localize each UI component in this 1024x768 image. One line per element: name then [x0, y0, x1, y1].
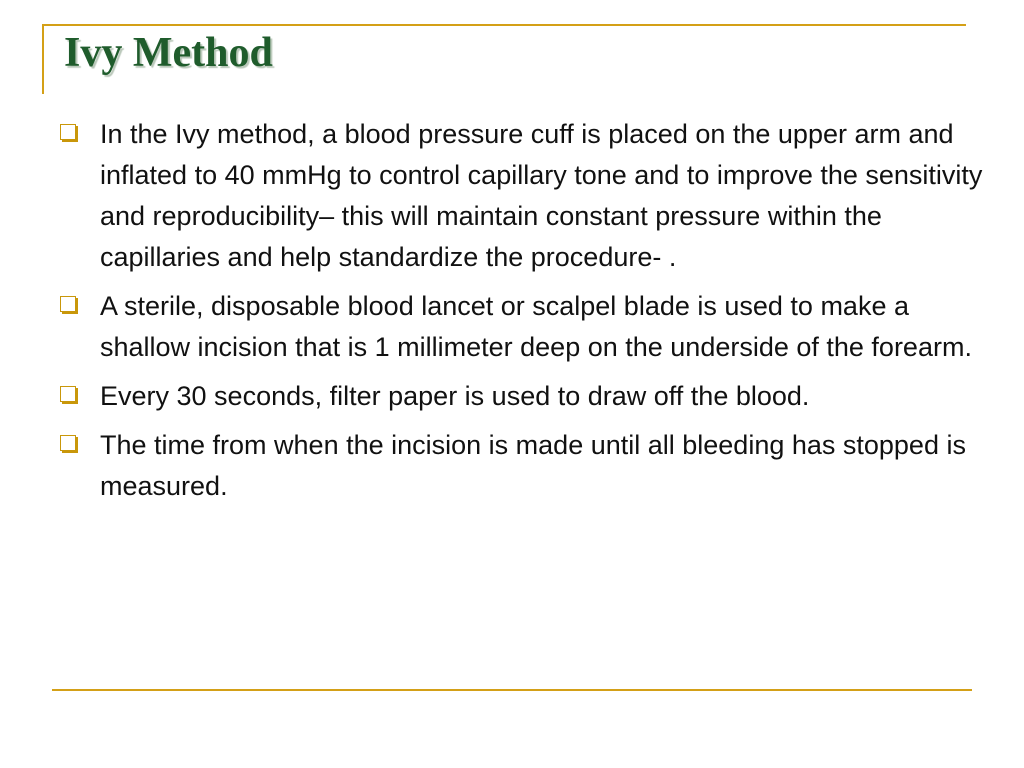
bullet-item	[60, 425, 990, 507]
title-left-rule	[42, 24, 44, 94]
footer-rule	[52, 689, 972, 691]
hollow-square-bullet-icon	[60, 435, 76, 451]
bullet-text: A sterile, disposable blood lancet or scalpel blade is used to make a shallow incision that is 1 millimeter deep on the underside of the forearm.	[100, 291, 972, 362]
hollow-square-bullet-icon	[60, 124, 76, 140]
bullet-text: In the Ivy method, a blood pressure cuff is placed on the upper arm and inflated to 40 mmHg to control capillary tone and to improve the sensitivity and reproducibility– this will maintain constant pressure within the capillaries and help standardize the procedure- .	[100, 119, 983, 272]
bullet-item	[60, 114, 990, 278]
slide-title: Ivy Method	[64, 30, 273, 76]
bullet-item	[60, 376, 990, 417]
hollow-square-bullet-icon	[60, 296, 76, 312]
bullet-text: The time from when the incision is made until all bleeding has stopped is measured.	[100, 430, 966, 501]
bullet-item	[60, 286, 990, 368]
hollow-square-bullet-icon	[60, 386, 76, 402]
title-top-rule	[42, 24, 966, 26]
bullet-list	[60, 114, 990, 515]
bullet-text: Every 30 seconds, filter paper is used to draw off the blood.	[100, 381, 810, 411]
